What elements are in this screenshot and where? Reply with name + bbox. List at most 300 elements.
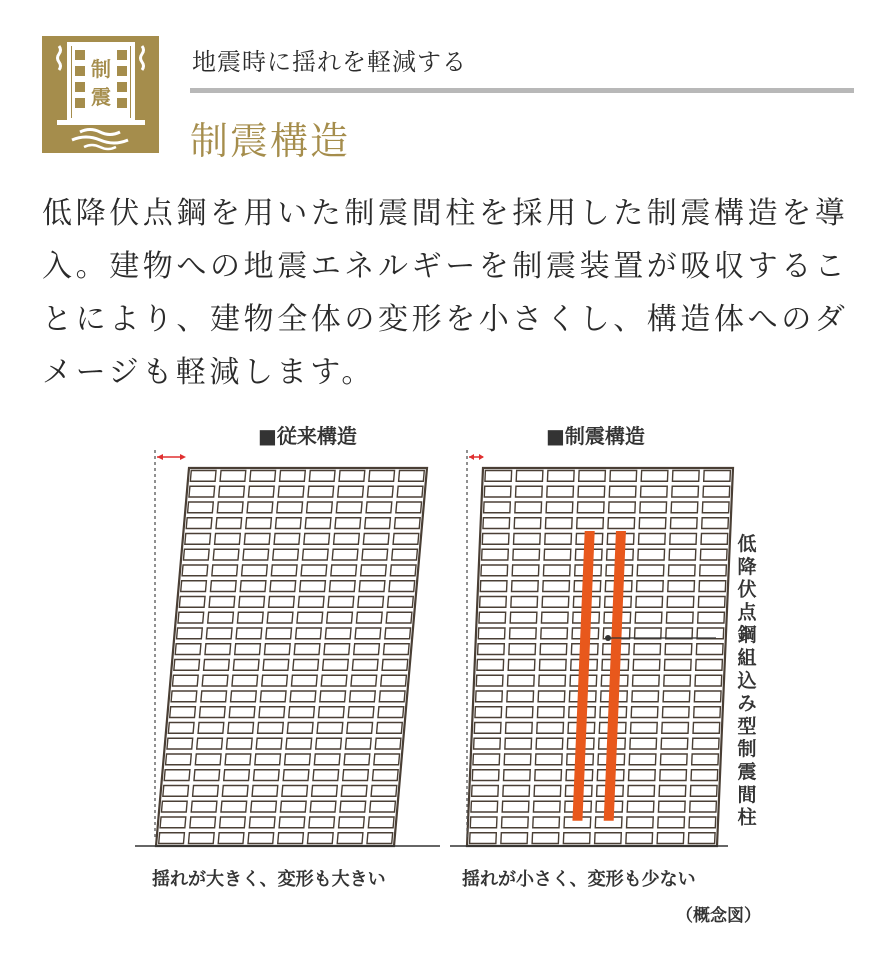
window-cell	[483, 518, 510, 529]
window-cell	[470, 817, 497, 828]
window-cell	[324, 644, 350, 655]
window-cell	[252, 786, 278, 797]
window-cell	[308, 486, 334, 497]
window-cell	[636, 597, 663, 608]
window-cell	[190, 817, 216, 828]
callout-char: 柱	[737, 806, 757, 829]
window-cell	[392, 549, 418, 560]
window-cell	[274, 534, 300, 545]
window-cell	[300, 581, 326, 592]
window-cell	[178, 612, 204, 623]
window-cell	[168, 723, 194, 734]
window-cell	[668, 581, 695, 592]
callout-char: 型	[737, 715, 757, 738]
window-cell	[595, 833, 622, 844]
window-cell	[293, 660, 319, 671]
window-cell	[175, 644, 201, 655]
window-cell	[514, 518, 541, 529]
window-cell	[212, 565, 238, 576]
window-cell	[256, 738, 282, 749]
window-cell	[634, 644, 661, 655]
window-cell	[545, 518, 572, 529]
window-cell	[253, 770, 279, 781]
window-cell	[474, 738, 501, 749]
window-cell	[539, 675, 566, 686]
window-cell	[339, 471, 365, 482]
window-cell	[540, 644, 567, 655]
window-cell	[503, 786, 530, 797]
window-cell	[504, 754, 531, 765]
window-cell	[217, 502, 243, 513]
window-cell	[235, 644, 261, 655]
callout-char: 震	[737, 761, 757, 783]
window-cell	[696, 644, 723, 655]
window-cell	[563, 833, 590, 844]
window-cell	[160, 817, 186, 828]
window-cell	[632, 691, 659, 702]
window-cell	[662, 723, 689, 734]
window-cell	[240, 581, 266, 592]
window-cell	[325, 628, 351, 639]
damper-column-callout-label	[737, 532, 757, 829]
window-cell	[388, 597, 414, 608]
window-cell	[700, 549, 727, 560]
window-cell	[609, 502, 636, 513]
window-cell	[371, 786, 397, 797]
window-cell	[547, 471, 574, 482]
window-cell	[672, 486, 699, 497]
window-cell	[484, 486, 511, 497]
window-cell	[479, 612, 506, 623]
window-cell	[474, 723, 501, 734]
window-cell	[628, 786, 655, 797]
window-cell	[282, 786, 308, 797]
window-cell	[472, 770, 499, 781]
conventional-caption: 揺れが大きく、変形も大きい	[152, 869, 386, 890]
window-cell	[216, 518, 242, 529]
window-cell	[669, 549, 696, 560]
window-cell	[229, 707, 255, 718]
window-cell	[637, 581, 664, 592]
window-cell	[359, 581, 385, 592]
window-cell	[393, 534, 419, 545]
window-cell	[633, 660, 660, 671]
header-divider	[190, 88, 854, 93]
window-cell	[516, 471, 543, 482]
window-cell	[661, 738, 688, 749]
window-cell	[177, 628, 203, 639]
window-cell	[201, 691, 227, 702]
window-cell	[289, 707, 315, 718]
window-cell	[386, 612, 412, 623]
window-cell	[186, 518, 212, 529]
window-cell	[341, 786, 367, 797]
window-cell	[280, 471, 306, 482]
window-cell	[541, 628, 568, 639]
window-cell	[635, 628, 662, 639]
window-cell	[480, 581, 507, 592]
callout-char: 点	[737, 601, 757, 624]
window-cell	[689, 817, 716, 828]
window-cell	[167, 738, 193, 749]
window-cell	[213, 549, 239, 560]
window-cell	[389, 581, 415, 592]
window-cell	[372, 770, 398, 781]
window-cell	[658, 801, 685, 812]
window-cell	[255, 754, 281, 765]
window-cell	[190, 471, 216, 482]
window-cell	[182, 565, 208, 576]
window-cell	[532, 833, 559, 844]
window-cell	[226, 738, 252, 749]
window-cell	[251, 801, 277, 812]
window-cell	[537, 723, 564, 734]
window-cell	[233, 660, 259, 671]
window-cell	[317, 723, 343, 734]
callout-char: み	[737, 692, 757, 715]
window-cell	[204, 660, 230, 671]
window-cell	[666, 612, 693, 623]
window-cell	[298, 597, 324, 608]
window-cell	[547, 486, 574, 497]
window-cell	[546, 502, 573, 513]
window-cell	[304, 534, 330, 545]
window-cell	[242, 565, 268, 576]
window-cell	[671, 502, 698, 513]
window-cell	[367, 833, 393, 844]
window-cell	[171, 691, 197, 702]
window-cell	[542, 597, 569, 608]
window-cell	[354, 644, 380, 655]
window-cell	[355, 628, 381, 639]
window-cell	[328, 597, 354, 608]
window-cell	[195, 754, 221, 765]
window-cell	[535, 770, 562, 781]
window-cell	[243, 549, 269, 560]
window-cell	[183, 549, 209, 560]
window-cell	[516, 486, 543, 497]
window-cell	[702, 518, 729, 529]
window-cell	[220, 817, 246, 828]
seismic-badge-icon	[42, 36, 159, 153]
callout-char: 低	[737, 533, 757, 555]
window-cell	[219, 486, 245, 497]
window-cell	[366, 502, 392, 513]
window-cell	[202, 675, 228, 686]
window-cell	[310, 801, 336, 812]
window-cell	[515, 502, 542, 513]
window-cell	[205, 644, 231, 655]
window-cell	[502, 817, 529, 828]
window-cell	[635, 612, 662, 623]
window-cell	[194, 770, 220, 781]
window-cell	[638, 549, 665, 560]
window-cell	[258, 723, 284, 734]
window-cell	[332, 549, 358, 560]
window-cell	[309, 471, 335, 482]
window-cell	[279, 817, 305, 828]
window-cell	[283, 770, 309, 781]
window-cell	[358, 597, 384, 608]
window-cell	[702, 502, 729, 513]
window-cell	[390, 565, 416, 576]
window-cell	[692, 738, 719, 749]
window-cell	[331, 565, 357, 576]
window-cell	[690, 801, 717, 812]
window-cell	[482, 549, 509, 560]
window-cell	[502, 801, 529, 812]
window-cell	[639, 518, 666, 529]
window-cell	[507, 691, 534, 702]
window-cell	[361, 565, 387, 576]
seismic-control-caption: 揺れが小さく、変形も少ない	[462, 869, 696, 890]
window-cell	[278, 486, 304, 497]
description-paragraph: 低降伏点鋼を用いた制震間柱を採用した制震構造を導入。建物への地震エネルギーを制震装置が吸収することにより、建物全体の変形を小さくし、構造体へのダメージも軽減します。	[42, 196, 849, 390]
window-cell	[313, 770, 339, 781]
window-cell	[294, 644, 320, 655]
window-cell	[273, 549, 299, 560]
window-cell	[609, 486, 636, 497]
window-cell	[510, 612, 537, 623]
window-cell	[356, 612, 382, 623]
conventional-structure-label: ■従来構造	[258, 424, 357, 448]
window-cell	[579, 471, 606, 482]
window-cell	[278, 833, 304, 844]
window-cell	[473, 754, 500, 765]
window-cell	[399, 471, 425, 482]
window-cell	[512, 581, 539, 592]
window-cell	[472, 786, 499, 797]
window-cell	[478, 628, 505, 639]
window-cell	[664, 660, 691, 671]
window-cell	[161, 801, 187, 812]
window-cell	[329, 581, 355, 592]
window-cell	[365, 518, 391, 529]
window-cell	[608, 518, 635, 529]
window-cell	[692, 754, 719, 765]
window-cell	[334, 534, 360, 545]
window-cell	[209, 597, 235, 608]
structure-comparison-diagram	[120, 410, 780, 954]
window-cell	[577, 518, 604, 529]
window-cell	[338, 486, 364, 497]
window-cell	[197, 738, 223, 749]
window-cell	[220, 471, 246, 482]
window-cell	[305, 518, 331, 529]
window-cell	[480, 597, 507, 608]
window-cell	[244, 534, 270, 545]
window-cell	[627, 801, 654, 812]
window-cell	[699, 581, 726, 592]
window-cell	[228, 723, 254, 734]
window-cell	[318, 707, 344, 718]
window-cell	[163, 786, 189, 797]
window-cell	[703, 486, 730, 497]
window-cell	[482, 534, 509, 545]
window-cell	[382, 660, 408, 671]
window-cell	[166, 754, 192, 765]
window-cell	[297, 612, 323, 623]
window-cell	[383, 644, 409, 655]
window-cell	[320, 691, 346, 702]
window-cell	[698, 612, 725, 623]
window-cell	[539, 660, 566, 671]
window-cell	[267, 612, 293, 623]
window-cell	[232, 675, 258, 686]
window-cell	[477, 660, 504, 671]
window-cell	[670, 534, 697, 545]
window-cell	[262, 675, 288, 686]
window-cell	[367, 486, 393, 497]
window-cell	[224, 770, 250, 781]
window-cell	[302, 549, 328, 560]
window-cell	[316, 738, 342, 749]
window-cell	[695, 675, 722, 686]
window-cell	[670, 518, 697, 529]
window-cell	[637, 565, 664, 576]
window-cell	[263, 660, 289, 671]
window-cell	[369, 471, 395, 482]
window-cell	[514, 534, 541, 545]
window-cell	[626, 833, 653, 844]
window-cell	[340, 801, 366, 812]
window-cell	[271, 565, 297, 576]
seismic-control-building	[467, 468, 733, 846]
window-cell	[640, 502, 667, 513]
window-cell	[631, 723, 658, 734]
window-cell	[307, 502, 333, 513]
conventional-building	[156, 468, 427, 846]
concept-diagram-note: （概念図）	[676, 906, 761, 926]
window-cell	[396, 502, 422, 513]
window-cell	[533, 801, 560, 812]
window-cell	[336, 502, 362, 513]
window-cell	[665, 644, 692, 655]
window-cell	[290, 691, 316, 702]
window-cell	[697, 628, 724, 639]
window-cell	[170, 707, 196, 718]
window-cell	[280, 801, 306, 812]
window-cell	[193, 786, 219, 797]
window-cell	[237, 612, 263, 623]
window-cell	[660, 754, 687, 765]
window-cell	[545, 534, 572, 545]
window-cell	[470, 833, 497, 844]
window-cell	[246, 518, 272, 529]
window-cell	[314, 754, 340, 765]
window-cell	[627, 817, 654, 828]
window-cell	[335, 518, 361, 529]
window-cell	[505, 738, 532, 749]
window-cell	[347, 723, 373, 734]
window-cell	[639, 534, 666, 545]
window-cell	[478, 644, 505, 655]
callout-char: 制	[737, 738, 757, 761]
window-cell	[631, 707, 658, 718]
window-cell	[188, 502, 214, 513]
window-cell	[535, 754, 562, 765]
window-cell	[368, 817, 394, 828]
window-cell	[344, 754, 370, 765]
callout-char: 鋼	[737, 624, 757, 647]
window-cell	[351, 675, 377, 686]
window-cell	[362, 549, 388, 560]
window-cell	[506, 723, 533, 734]
window-cell	[348, 707, 374, 718]
section-title: 制震構造	[190, 119, 351, 163]
window-cell	[534, 786, 561, 797]
window-cell	[508, 675, 535, 686]
window-cell	[236, 628, 262, 639]
window-cell	[659, 786, 686, 797]
window-cell	[696, 660, 723, 671]
window-cell	[630, 738, 657, 749]
window-cell	[337, 833, 363, 844]
window-cell	[672, 471, 699, 482]
window-cell	[352, 660, 378, 671]
window-cell	[312, 786, 338, 797]
window-cell	[668, 565, 695, 576]
window-cell	[210, 581, 236, 592]
window-cell	[375, 738, 401, 749]
window-cell	[231, 691, 257, 702]
window-cell	[309, 817, 335, 828]
window-cell	[658, 817, 685, 828]
window-cell	[664, 675, 691, 686]
badge-text-1: 制	[91, 57, 111, 81]
window-cell	[307, 833, 333, 844]
section-subtitle: 地震時に揺れを軽減する	[192, 48, 467, 76]
callout-char: 込	[737, 669, 757, 692]
window-cell	[504, 770, 531, 781]
window-cell	[693, 723, 720, 734]
window-cell	[688, 833, 715, 844]
window-cell	[172, 675, 198, 686]
window-cell	[250, 471, 276, 482]
window-cell	[277, 502, 303, 513]
window-cell	[700, 565, 727, 576]
window-cell	[285, 754, 311, 765]
window-cell	[471, 801, 498, 812]
window-cell	[544, 549, 571, 560]
window-cell	[512, 565, 539, 576]
callout-char: 伏	[737, 578, 757, 601]
window-cell	[704, 471, 731, 482]
window-cell	[260, 691, 286, 702]
window-cell	[663, 691, 690, 702]
window-cell	[208, 612, 234, 623]
window-cell	[191, 801, 217, 812]
window-cell	[694, 707, 721, 718]
window-cell	[629, 754, 656, 765]
window-cell	[690, 786, 717, 797]
callout-char: 降	[737, 555, 757, 578]
window-cell	[221, 801, 247, 812]
window-cell	[641, 471, 668, 482]
window-cell	[321, 675, 347, 686]
window-cell	[286, 738, 312, 749]
window-cell	[199, 707, 225, 718]
window-cell	[248, 833, 274, 844]
window-cell	[249, 817, 275, 828]
window-cell	[506, 707, 533, 718]
window-cell	[222, 786, 248, 797]
window-cell	[378, 707, 404, 718]
window-cell	[248, 486, 274, 497]
badge-text-2: 震	[91, 85, 111, 109]
window-cell	[476, 691, 503, 702]
window-cell	[476, 675, 503, 686]
